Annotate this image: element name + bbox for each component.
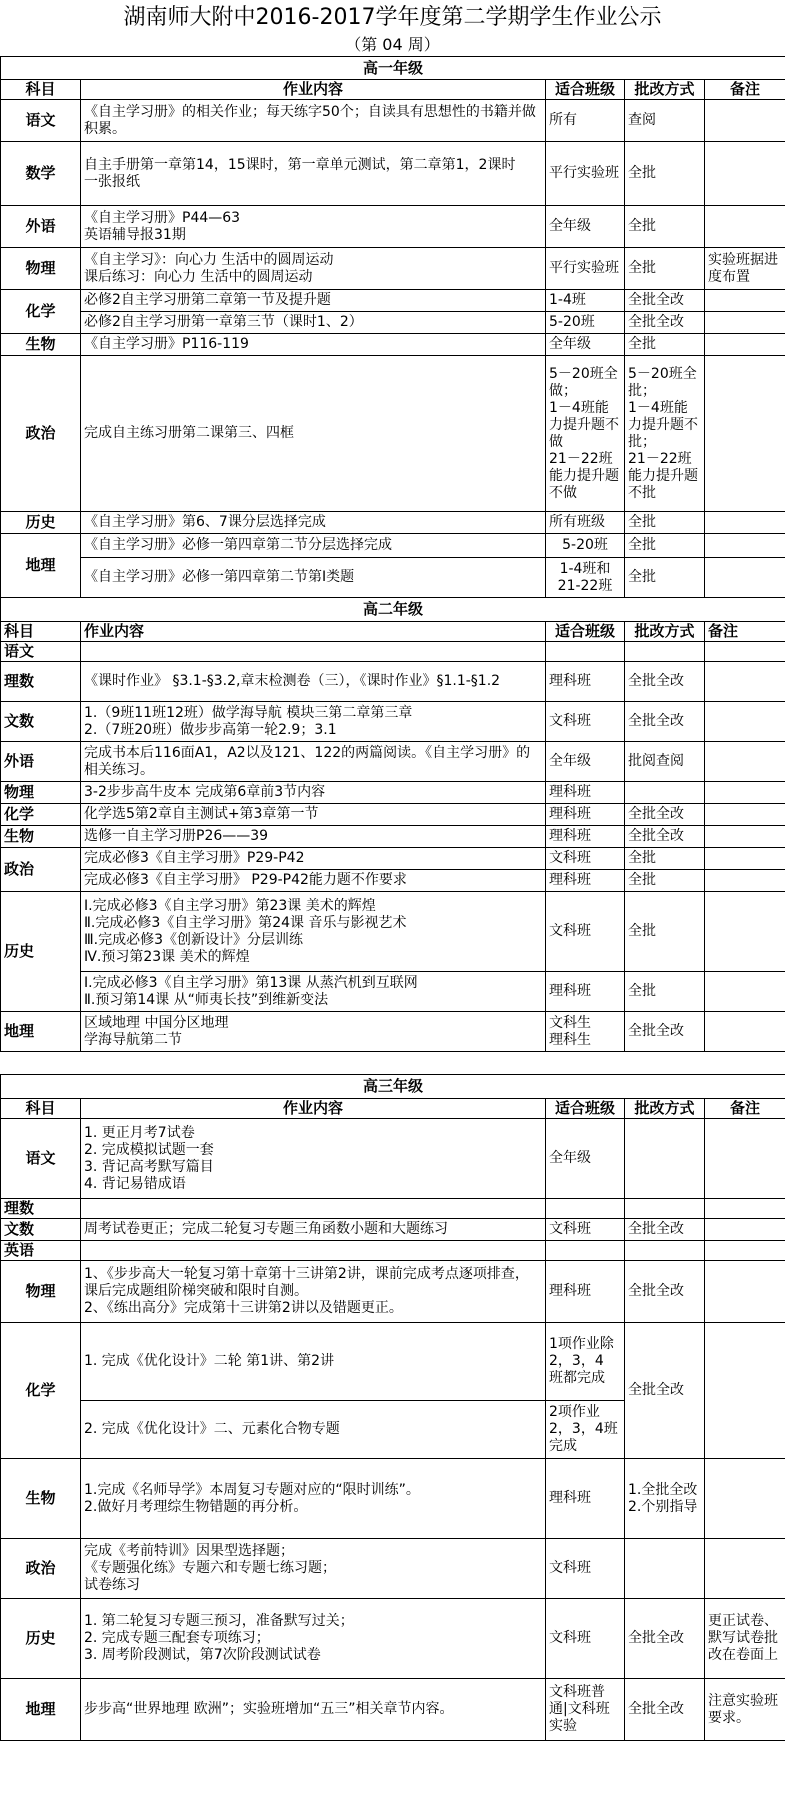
table-row xyxy=(1,142,785,206)
subject-cell: 外语 xyxy=(1,742,81,782)
note-cell: 实验班据进度布置 xyxy=(705,248,785,290)
content-cell: 化学选5第2章自主测试+第3章第一节 xyxy=(81,804,546,826)
col-note: 备注 xyxy=(705,622,785,642)
subject-cell: 历史 xyxy=(1,1599,81,1679)
method-cell: 全批全改 xyxy=(625,1219,705,1241)
section-gap xyxy=(0,1052,785,1074)
subject-cell: 生物 xyxy=(1,1459,81,1539)
note-cell xyxy=(705,848,785,870)
table-row xyxy=(1,334,785,356)
content-cell: 2. 完成《优化设计》二、元素化合物专题 xyxy=(81,1401,546,1459)
table-row xyxy=(1,1199,785,1219)
note-cell: 更正试卷、默写试卷批改在卷面上 xyxy=(705,1599,785,1679)
subject-cell: 历史 xyxy=(1,512,81,534)
content-cell: 必修2自主学习册第二章第一节及提升题 xyxy=(81,290,546,312)
note-cell xyxy=(705,972,785,1012)
class-cell: 5-20班 xyxy=(546,312,625,334)
col-method: 批改方式 xyxy=(625,80,705,100)
class-cell: 理科班 xyxy=(546,1261,625,1323)
subject-cell: 生物 xyxy=(1,334,81,356)
method-cell: 全批 xyxy=(625,558,705,598)
class-cell: 平行实验班 xyxy=(546,142,625,206)
table-row xyxy=(1,558,785,598)
note-cell xyxy=(705,534,785,558)
grade2-table xyxy=(0,597,785,1052)
col-method: 批改方式 xyxy=(625,622,705,642)
table-row xyxy=(1,662,785,702)
note-cell xyxy=(705,1199,785,1219)
method-cell: 全批 xyxy=(625,334,705,356)
content-cell: 周考试卷更正；完成二轮复习专题三角函数小题和大题练习 xyxy=(81,1219,546,1241)
method-cell: 全批全改 xyxy=(625,1012,705,1052)
grade1-table xyxy=(0,56,785,598)
method-cell: 全批 xyxy=(625,870,705,892)
subject-cell: 地理 xyxy=(1,534,81,598)
method-cell: 全批 xyxy=(625,892,705,972)
class-cell: 理科班 xyxy=(546,804,625,826)
content-cell: 1、《步步高大一轮复习第十章第十三讲第2讲，课前完成考点逐项排查，课后完成题组阶梯突破和限时自测。 2、《练出高分》完成第十三讲第2讲以及错题更正。 xyxy=(81,1261,546,1323)
content-cell xyxy=(81,642,546,662)
class-cell: 理科班 xyxy=(546,782,625,804)
class-cell: 全年级 xyxy=(546,334,625,356)
content-cell: 《自主学习册》必修一第四章第二节分层选择完成 xyxy=(81,534,546,558)
class-cell: 文科班 xyxy=(546,892,625,972)
class-cell: 理科班 xyxy=(546,870,625,892)
class-cell: 文科班 xyxy=(546,1539,625,1599)
col-class: 适合班级 xyxy=(546,1099,625,1119)
table-row xyxy=(1,848,785,870)
week-label: （第 04 周） xyxy=(345,35,440,54)
table-row xyxy=(1,870,785,892)
table-row xyxy=(1,312,785,334)
content-cell: 自主手册第一章第14，15课时，第一章单元测试，第二章第1，2课时 一张报纸 xyxy=(81,142,546,206)
note-cell xyxy=(705,662,785,702)
table-row xyxy=(1,892,785,972)
content-cell: Ⅰ.完成必修3《自主学习册》第23课 美术的辉煌 Ⅱ.完成必修3《自主学习册》第24课 音乐与影视艺术 Ⅲ.完成必修3《创新设计》分层训练 Ⅳ.预习第23课 美术的辉煌 xyxy=(81,892,546,972)
class-cell xyxy=(546,642,625,662)
method-cell: 全批全改 xyxy=(625,290,705,312)
class-cell: 5－20班全做； 1－4班能力提升题不做 21－22班能力提升题不做 xyxy=(546,356,625,512)
content-cell: 《自主学习》：向心力 生活中的圆周运动 课后练习：向心力 生活中的圆周运动 xyxy=(81,248,546,290)
table-row xyxy=(1,1599,785,1679)
col-note: 备注 xyxy=(705,1099,785,1119)
content-cell: 《自主学习册》必修一第四章第二节第I类题 xyxy=(81,558,546,598)
note-cell xyxy=(705,1459,785,1539)
method-cell xyxy=(625,782,705,804)
content-cell xyxy=(81,1199,546,1219)
subject-cell: 外语 xyxy=(1,206,81,248)
class-cell: 所有班级 xyxy=(546,512,625,534)
table-row xyxy=(1,1219,785,1241)
content-cell: 选修一自主学习册P26——39 xyxy=(81,826,546,848)
table-row xyxy=(1,1012,785,1052)
note-cell xyxy=(705,742,785,782)
subject-cell: 语文 xyxy=(1,642,81,662)
method-cell xyxy=(625,642,705,662)
class-cell: 所有 xyxy=(546,100,625,142)
class-cell: 2项作业2，3，4班完成 xyxy=(546,1401,625,1459)
table-row xyxy=(1,642,785,662)
table-row xyxy=(1,1261,785,1323)
class-cell: 文科班 xyxy=(546,1219,625,1241)
method-cell: 全批全改 xyxy=(625,312,705,334)
table-row xyxy=(1,534,785,558)
note-cell xyxy=(705,100,785,142)
page-title: 湖南师大附中2016-2017学年度第二学期学生作业公示 xyxy=(123,5,662,30)
method-cell xyxy=(625,1199,705,1219)
note-cell xyxy=(705,334,785,356)
note-cell xyxy=(705,558,785,598)
content-cell: 《课时作业》 §3.1-§3.2,章末检测卷（三），《课时作业》§1.1-§1.2 xyxy=(81,662,546,702)
col-method: 批改方式 xyxy=(625,1099,705,1119)
content-cell: 完成《考前特训》因果型选择题； 《专题强化练》专题六和专题七练习题； 试卷练习 xyxy=(81,1539,546,1599)
note-cell xyxy=(705,642,785,662)
note-cell xyxy=(705,356,785,512)
col-class: 适合班级 xyxy=(546,622,625,642)
class-cell: 1-4班和21-22班 xyxy=(546,558,625,598)
subject-cell: 理数 xyxy=(1,1199,81,1219)
col-content: 作业内容 xyxy=(81,80,546,100)
content-cell: 3-2步步高牛皮本 完成第6章前3节内容 xyxy=(81,782,546,804)
content-cell: 完成必修3《自主学习册》 P29-P42能力题不作要求 xyxy=(81,870,546,892)
content-cell: 1.完成《名师导学》本周复习专题对应的“限时训练”。 2.做好月考理综生物错题的再分析。 xyxy=(81,1459,546,1539)
class-cell: 1项作业除2，3，4 班都完成 xyxy=(546,1323,625,1401)
method-cell xyxy=(625,1119,705,1199)
subject-cell: 语文 xyxy=(1,100,81,142)
subject-cell: 语文 xyxy=(1,1119,81,1199)
note-cell xyxy=(705,1012,785,1052)
method-cell: 全批 xyxy=(625,142,705,206)
method-cell: 5－20班全批； 1－4班能力提升题不批； 21－22班能力提升题不批 xyxy=(625,356,705,512)
table-row xyxy=(1,826,785,848)
class-cell: 文科生 理科生 xyxy=(546,1012,625,1052)
table-row xyxy=(1,782,785,804)
content-cell: 必修2自主学习册第一章第三节（课时1、2） xyxy=(81,312,546,334)
subject-cell: 文数 xyxy=(1,702,81,742)
col-class: 适合班级 xyxy=(546,80,625,100)
method-cell: 全批 xyxy=(625,206,705,248)
class-cell: 文科班 xyxy=(546,1599,625,1679)
method-cell: 全批全改 xyxy=(625,804,705,826)
class-cell xyxy=(546,1241,625,1261)
class-cell: 理科班 xyxy=(546,662,625,702)
grade-header: 高一年级 xyxy=(1,57,785,80)
class-cell: 文科班普通|文科班实验 xyxy=(546,1679,625,1741)
note-cell xyxy=(705,1119,785,1199)
grade3-table xyxy=(0,1074,785,1741)
method-cell: 全批 xyxy=(625,534,705,558)
subject-cell: 物理 xyxy=(1,1261,81,1323)
col-subject: 科目 xyxy=(1,80,81,100)
table-row xyxy=(1,804,785,826)
content-cell: 区域地理 中国分区地理 学海导航第二节 xyxy=(81,1012,546,1052)
content-cell: 1. 更正月考7试卷 2. 完成模拟试题一套 3. 背记高考默写篇目 4. 背记易错成语 xyxy=(81,1119,546,1199)
content-cell: 完成自主练习册第二课第三、四框 xyxy=(81,356,546,512)
col-subject: 科目 xyxy=(1,1099,81,1119)
method-cell: 1.全批全改 2.个别指导 xyxy=(625,1459,705,1539)
table-row xyxy=(1,248,785,290)
content-cell: 1.（9班11班12班）做学海导航 模块三第二章第三章 2.（7班20班）做步步高第一轮2.9；3.1 xyxy=(81,702,546,742)
note-cell xyxy=(705,804,785,826)
table-row xyxy=(1,290,785,312)
subject-cell: 化学 xyxy=(1,804,81,826)
method-cell: 全批 xyxy=(625,512,705,534)
table-row xyxy=(1,972,785,1012)
note-cell xyxy=(705,290,785,312)
content-cell: 《自主学习册》第6、7课分层选择完成 xyxy=(81,512,546,534)
subject-cell: 物理 xyxy=(1,782,81,804)
note-cell xyxy=(705,826,785,848)
subject-cell: 生物 xyxy=(1,826,81,848)
content-cell: 步步高“世界地理 欧洲”；实验班增加“五三”相关章节内容。 xyxy=(81,1679,546,1741)
note-cell xyxy=(705,782,785,804)
subject-cell: 文数 xyxy=(1,1219,81,1241)
subject-cell: 地理 xyxy=(1,1679,81,1741)
table-row xyxy=(1,1119,785,1199)
content-cell: 1. 完成《优化设计》二轮 第1讲、第2讲 xyxy=(81,1323,546,1401)
table-row xyxy=(1,742,785,782)
class-cell xyxy=(546,1199,625,1219)
subject-cell: 历史 xyxy=(1,892,81,1012)
grade-header: 高二年级 xyxy=(1,598,785,622)
table-row xyxy=(1,1459,785,1539)
note-cell xyxy=(705,512,785,534)
content-cell: 完成必修3《自主学习册》P29-P42 xyxy=(81,848,546,870)
method-cell: 全批全改 xyxy=(625,1323,705,1459)
content-cell xyxy=(81,1241,546,1261)
class-cell: 理科班 xyxy=(546,972,625,1012)
method-cell: 全批全改 xyxy=(625,702,705,742)
subject-cell: 数学 xyxy=(1,142,81,206)
table-row xyxy=(1,1323,785,1401)
class-cell: 全年级 xyxy=(546,742,625,782)
table-row xyxy=(1,1539,785,1599)
table-row xyxy=(1,702,785,742)
col-content: 作业内容 xyxy=(81,622,546,642)
method-cell: 全批全改 xyxy=(625,826,705,848)
col-content: 作业内容 xyxy=(81,1099,546,1119)
class-cell: 全年级 xyxy=(546,1119,625,1199)
note-cell xyxy=(705,892,785,972)
subject-cell: 地理 xyxy=(1,1012,81,1052)
method-cell xyxy=(625,1539,705,1599)
method-cell: 全批 xyxy=(625,848,705,870)
class-cell: 1-4班 xyxy=(546,290,625,312)
table-row xyxy=(1,100,785,142)
note-cell xyxy=(705,870,785,892)
content-cell: 完成书本后116面A1，A2以及121、122的两篇阅读。《自主学习册》的相关练习。 xyxy=(81,742,546,782)
class-cell: 理科班 xyxy=(546,1459,625,1539)
method-cell: 全批全改 xyxy=(625,1679,705,1741)
method-cell: 全批 xyxy=(625,972,705,1012)
table-row xyxy=(1,1241,785,1261)
class-cell: 5-20班 xyxy=(546,534,625,558)
note-cell xyxy=(705,702,785,742)
table-row xyxy=(1,356,785,512)
note-cell xyxy=(705,1323,785,1459)
method-cell: 全批全改 xyxy=(625,662,705,702)
note-cell xyxy=(705,312,785,334)
method-cell: 全批全改 xyxy=(625,1599,705,1679)
subject-cell: 理数 xyxy=(1,662,81,702)
method-cell: 全批全改 xyxy=(625,1261,705,1323)
note-cell: 注意实验班要求。 xyxy=(705,1679,785,1741)
content-cell: 《自主学习册》P44—63 英语辅导报31期 xyxy=(81,206,546,248)
col-note: 备注 xyxy=(705,80,785,100)
subject-cell: 政治 xyxy=(1,848,81,892)
content-cell: Ⅰ.完成必修3《自主学习册》第13课 从蒸汽机到互联网 Ⅱ.预习第14课 从“师夷长技”到维新变法 xyxy=(81,972,546,1012)
note-cell xyxy=(705,206,785,248)
subject-cell: 英语 xyxy=(1,1241,81,1261)
content-cell: 《自主学习册》P116-119 xyxy=(81,334,546,356)
class-cell: 文科班 xyxy=(546,702,625,742)
class-cell: 理科班 xyxy=(546,826,625,848)
class-cell: 文科班 xyxy=(546,848,625,870)
subject-cell: 物理 xyxy=(1,248,81,290)
method-cell: 批阅查阅 xyxy=(625,742,705,782)
method-cell xyxy=(625,1241,705,1261)
method-cell: 查阅 xyxy=(625,100,705,142)
note-cell xyxy=(705,1539,785,1599)
subject-cell: 化学 xyxy=(1,1323,81,1459)
content-cell: 1. 第二轮复习专题三预习，准备默写过关； 2. 完成专题三配套专项练习； 3. 周考阶段测试，第7次阶段测试试卷 xyxy=(81,1599,546,1679)
subject-cell: 政治 xyxy=(1,1539,81,1599)
content-cell: 《自主学习册》的相关作业；每天练字50个；自读具有思想性的书籍并做积累。 xyxy=(81,100,546,142)
table-row xyxy=(1,1679,785,1741)
method-cell: 全批 xyxy=(625,248,705,290)
note-cell xyxy=(705,1219,785,1241)
grade-header: 高三年级 xyxy=(1,1075,785,1099)
table-row xyxy=(1,206,785,248)
table-row xyxy=(1,512,785,534)
col-subject: 科目 xyxy=(1,622,81,642)
subject-cell: 政治 xyxy=(1,356,81,512)
note-cell xyxy=(705,142,785,206)
class-cell: 平行实验班 xyxy=(546,248,625,290)
subject-cell: 化学 xyxy=(1,290,81,334)
class-cell: 全年级 xyxy=(546,206,625,248)
note-cell xyxy=(705,1261,785,1323)
note-cell xyxy=(705,1241,785,1261)
